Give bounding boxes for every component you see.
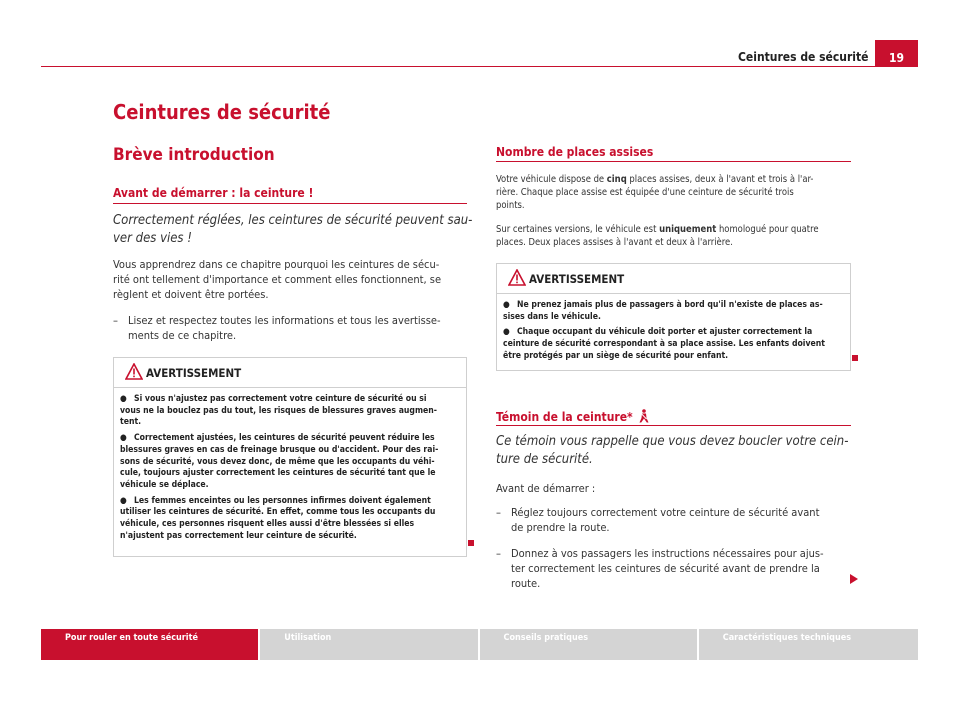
running-header-title: Ceintures de sécurité (738, 50, 869, 64)
temoin-lead-line-1: Ce témoin vous rappelle que vous devez boucler votre cein- (496, 434, 849, 449)
warning-text: ceinture de sécurité correspondant à sa place assise. Les enfants doivent (503, 339, 825, 350)
bullet: ● (503, 327, 510, 338)
warning-triangle-icon (125, 363, 143, 380)
bullet: ● (120, 433, 127, 444)
warning-text: Ne prenez jamais plus de passagers à bord qu'il n'existe de places as- (517, 300, 823, 310)
chapter-title: Ceintures de sécurité (113, 100, 331, 124)
bullet: ● (120, 394, 127, 404)
warning-item (120, 496, 460, 543)
subsection-title-ceinture: Avant de démarrer : la ceinture ! (113, 186, 314, 200)
section-title: Brève introduction (113, 145, 275, 165)
warning-text: Correctement ajustées, les ceintures de sécurité peuvent réduire les (134, 433, 435, 444)
instruction-line-1: Réglez toujours correctement votre ceinture de sécurité avant (511, 506, 820, 519)
warning-header (497, 264, 850, 294)
tab-utilisation[interactable]: Utilisation (260, 629, 477, 660)
lead-line-2: ver des vies ! (113, 231, 192, 246)
emphasis-uniquement: uniquement (659, 224, 717, 235)
warning-item (503, 300, 844, 323)
warning-item (503, 327, 844, 362)
warning-text: vous ne la bouclez pas du tout, les risques de blessures graves augmen- (120, 405, 437, 416)
instruction-item (496, 546, 851, 591)
text-run: Votre véhicule dispose de (496, 174, 607, 185)
intro-line-1: Vous apprendrez dans ce chapitre pourquoi les ceintures de sécu- (113, 258, 440, 271)
temoin-intro: Avant de démarrer : (496, 482, 596, 495)
warning-text: véhicule se déplace. (120, 479, 209, 490)
warning-box-left (113, 357, 467, 557)
header-rule (41, 66, 918, 67)
instruction-line-1: Donnez à vos passagers les instructions nécessaires pour ajus- (511, 547, 824, 560)
subsection-rule (496, 161, 851, 162)
text-run: places assises, deux à l'avant et trois à l'ar- (626, 174, 814, 185)
tab-caracteristiques-techniques[interactable]: Caractéristiques techniques (699, 629, 918, 660)
tab-pour-rouler-en-toute-securite[interactable]: Pour rouler en toute sécurité (41, 629, 258, 660)
places-paragraph-1-line-2: rière. Chaque place assise est équipée d'une ceinture de sécurité trois (496, 187, 794, 198)
warning-text: Si vous n'ajustez pas correctement votre ceinture de sécurité ou si (134, 394, 427, 404)
dash-marker: – (113, 314, 118, 327)
warning-text: blessures graves en cas de freinage brusque ou d'accident. Pour des rai- (120, 444, 439, 455)
instruction-line-2: ter correctement les ceintures de sécurité avant de prendre la (511, 562, 820, 575)
places-paragraph-2-line-1 (496, 224, 819, 237)
warning-triangle-icon (508, 269, 526, 286)
subsection-rule (113, 203, 467, 204)
temoin-lead-line-2: ture de sécurité. (496, 452, 593, 467)
subsection-rule (496, 425, 851, 426)
footer-nav (41, 629, 918, 660)
warning-title: AVERTISSEMENT (146, 366, 242, 380)
continue-arrow-icon (850, 574, 858, 584)
section-end-marker (468, 540, 474, 546)
subsection-title-temoin (496, 409, 649, 424)
places-paragraph-1-line-3: points. (496, 200, 525, 211)
warning-text: Les femmes enceintes ou les personnes infirmes doivent également (134, 495, 431, 506)
instruction-line-3: route. (511, 577, 541, 590)
instruction-item (113, 313, 467, 343)
subsection-title-places: Nombre de places assises (496, 145, 654, 159)
warning-header (114, 358, 466, 388)
warning-text: véhicule, ces personnes risquent elles aussi d'être blessées si elles (120, 519, 415, 530)
intro-line-3: règlent et doivent être portées. (113, 288, 269, 301)
warning-text: tent. (120, 417, 142, 428)
subsection-title-text: Témoin de la ceinture* (496, 410, 633, 424)
warning-text: cule, toujours ajuster correctement les ceintures de sécurité tant que le (120, 468, 436, 479)
page-number: 19 (875, 40, 918, 67)
instruction-line-2: ments de ce chapitre. (128, 329, 237, 342)
warning-box-right (496, 263, 851, 371)
intro-line-2: rité ont tellement d'importance et comment elles fonctionnent, se (113, 273, 442, 286)
instruction-item (496, 505, 851, 535)
warning-item (120, 394, 460, 429)
warning-text: sons de sécurité, vous devez donc, de même que les occupants du véhi- (120, 456, 435, 467)
dash-marker: – (496, 547, 501, 560)
bullet: ● (503, 300, 510, 310)
bullet: ● (120, 495, 127, 506)
places-paragraph-2-line-2: places. Deux places assises à l'avant et deux à l'arrière. (496, 237, 733, 248)
section-end-marker (852, 355, 858, 361)
warning-text: sises dans le véhicule. (503, 311, 601, 322)
warning-text: être protégés par un siège de sécurité pour enfant. (503, 350, 729, 361)
text-run: homologué pour quatre (716, 224, 819, 235)
seatbelt-icon (639, 409, 649, 423)
warning-text: n'ajustent pas correctement leur ceinture de sécurité. (120, 530, 357, 541)
instruction-line-2: de prendre la route. (511, 521, 610, 534)
warning-item (120, 433, 460, 492)
lead-line-1: Correctement réglées, les ceintures de sécurité peuvent sau- (113, 213, 473, 228)
warning-title: AVERTISSEMENT (529, 272, 625, 286)
places-paragraph-1-line-1 (496, 174, 813, 187)
warning-text: Chaque occupant du véhicule doit porter et ajuster correctement la (517, 327, 813, 338)
tab-conseils-pratiques[interactable]: Conseils pratiques (480, 629, 697, 660)
warning-text: utiliser les ceintures de sécurité. En effet, comme tous les occupants du (120, 507, 436, 518)
text-run: Sur certaines versions, le véhicule est (496, 224, 660, 235)
dash-marker: – (496, 506, 501, 519)
instruction-line-1: Lisez et respectez toutes les informations et tous les avertisse- (128, 314, 441, 327)
emphasis-cinq: cinq (606, 174, 627, 185)
